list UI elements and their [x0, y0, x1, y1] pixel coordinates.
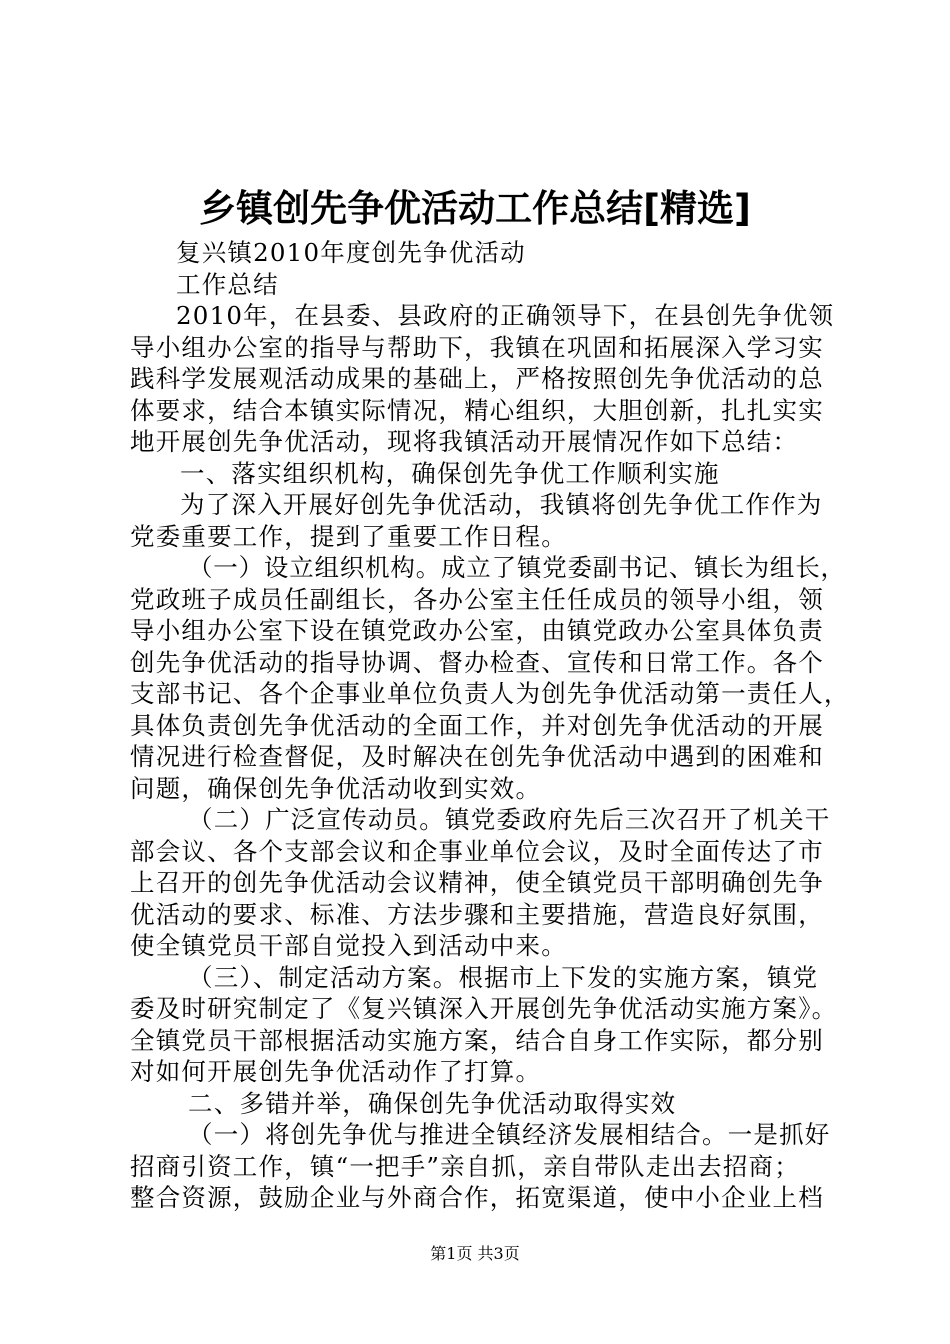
text-line: 践科学发展观活动成果的基础上，严格按照创先争优活动的总: [130, 364, 824, 393]
text-line: 上召开的创先争优活动会议精神，使全镇党员干部明确创先争: [130, 868, 824, 897]
text-line: （三）、制定活动方案。根据市上下发的实施方案，镇党: [188, 962, 819, 992]
text-line: 创先争优活动的指导协调、督办检查、宣传和日常工作。各个: [130, 647, 824, 677]
text-line: 体要求，结合本镇实际情况，精心组织，大胆创新，扎扎实实: [130, 395, 824, 425]
text-line: 整合资源，鼓励企业与外商合作，拓宽渠道，使中小企业上档: [130, 1183, 824, 1212]
text-line: 部会议、各个支部会议和企事业单位会议，及时全面传达了市: [130, 836, 824, 866]
text-line: 问题，确保创先争优活动收到实效。: [130, 773, 542, 803]
text-line: 招商引资工作，镇“一把手”亲自抓，亲自带队走出去招商；: [130, 1151, 800, 1181]
text-line: 复兴镇2010年度创先争优活动: [176, 238, 526, 267]
text-line: 一、落实组织机构，确保创先争优工作顺利实施: [180, 458, 720, 488]
text-line: 导小组办公室下设在镇党政办公室，由镇党政办公室具体负责: [130, 616, 824, 645]
text-line: 导小组办公室的指导与帮助下，我镇在巩固和拓展深入学习实: [130, 332, 824, 362]
text-line: 为了深入开展好创先争优活动，我镇将创先争优工作作为: [180, 490, 823, 519]
text-line: 地开展创先争优活动，现将我镇活动开展情况作如下总结：: [130, 427, 799, 456]
text-line: （一）设立组织机构。成立了镇党委副书记、镇长为组长，: [188, 553, 846, 582]
text-line: 对如何开展创先争优活动作了打算。: [130, 1057, 542, 1086]
text-line: 支部书记、各个企事业单位负责人为创先争优活动第一责任人，: [130, 679, 850, 708]
text-line: 党政班子成员任副组长，各办公室主任任成员的领导小组，领: [130, 584, 824, 614]
text-line: 党委重要工作，提到了重要工作日程。: [130, 521, 567, 551]
text-line: 情况进行检查督促，及时解决在创先争优活动中遇到的困难和: [130, 742, 824, 771]
text-line: 优活动的要求、标准、方法步骤和主要措施，营造良好氛围，: [130, 899, 824, 929]
page-footer: 第1页 共3页: [430, 1244, 520, 1263]
text-line: （二）广泛宣传动员。镇党委政府先后三次召开了机关干: [188, 805, 831, 834]
text-line: （一）将创先争优与推进全镇经济发展相结合。一是抓好: [188, 1120, 831, 1149]
text-line: 二、多错并举，确保创先争优活动取得实效: [188, 1088, 677, 1118]
text-line: 全镇党员干部根据活动实施方案，结合自身工作实际，都分别: [130, 1025, 824, 1055]
text-line: 工作总结: [176, 269, 279, 299]
text-line: 2010年，在县委、县政府的正确领导下，在县创先争优领: [176, 301, 835, 330]
document-title: 乡镇创先争优活动工作总结[精选]: [199, 187, 751, 230]
text-line: 具体负责创先争优活动的全面工作，并对创先争优活动的开展: [130, 710, 824, 740]
text-line: 使全镇党员干部自觉投入到活动中来。: [130, 931, 567, 960]
text-line: 委及时研究制定了《复兴镇深入开展创先争优活动实施方案》。: [130, 994, 838, 1023]
document-body: [130, 237, 852, 1214]
